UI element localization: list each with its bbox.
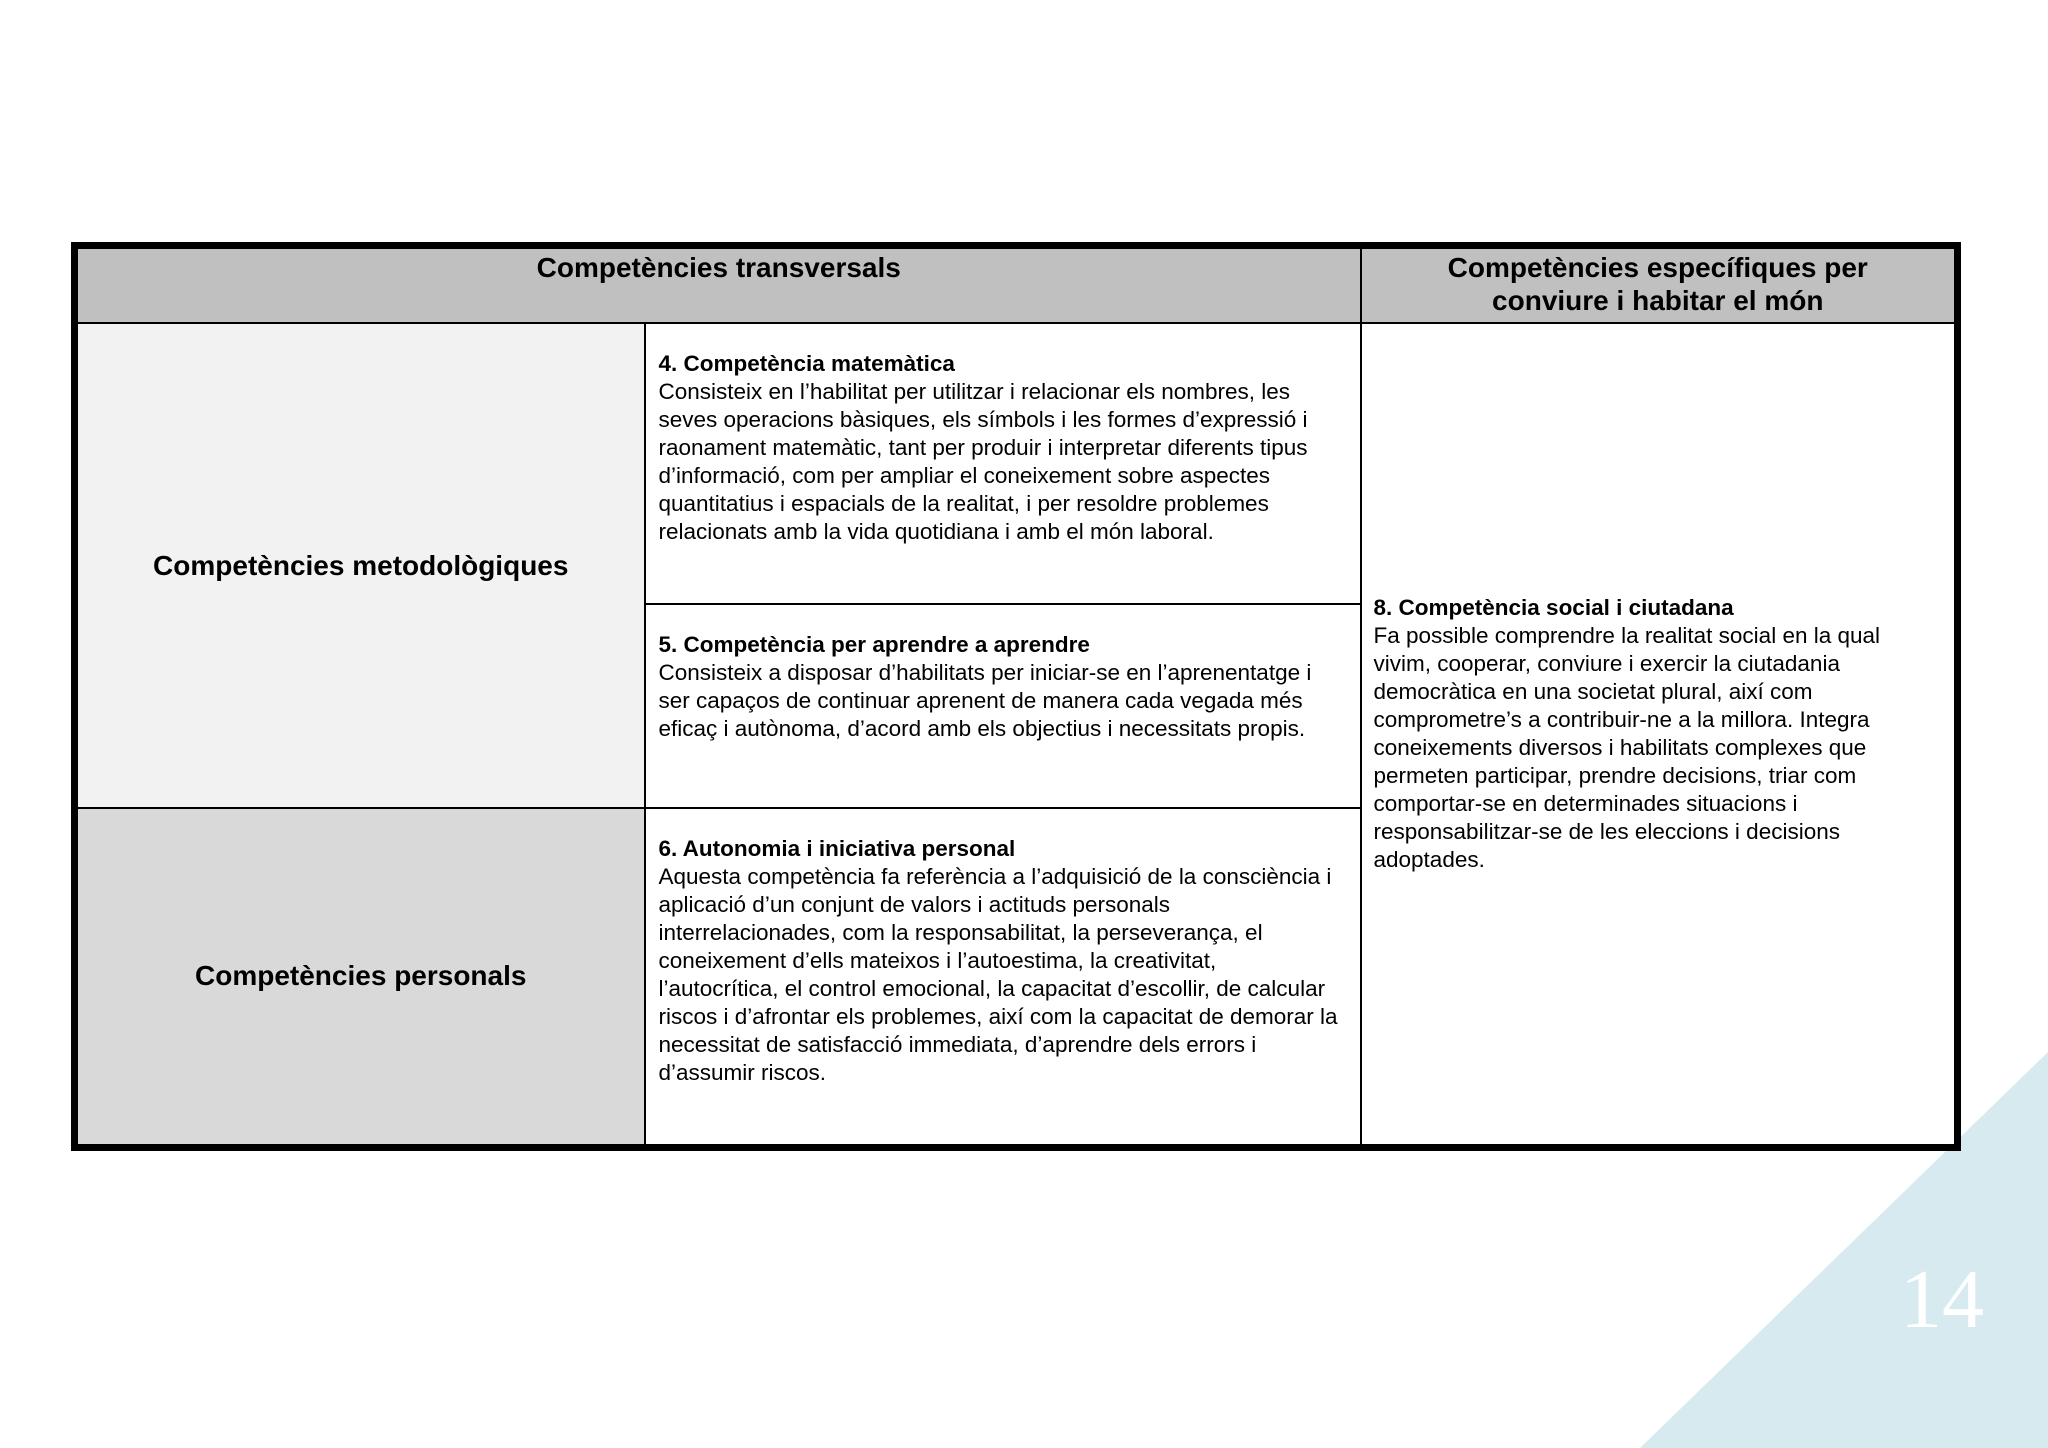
table-row	[75, 323, 1958, 604]
competency-title: 8. Competència social i ciutadana	[1373, 594, 1734, 620]
competency-title: 4. Competència matemàtica	[658, 351, 955, 376]
competency-cell-social	[1361, 323, 1958, 1147]
competency-title: 6. Autonomia i iniciativa personal	[658, 836, 1016, 861]
competency-cell-aprendre	[645, 604, 1361, 808]
competencies-table	[71, 242, 1961, 1151]
category-metodologiques: Competències metodològiques	[75, 323, 645, 808]
competency-title: 5. Competència per aprendre a aprendre	[658, 632, 1090, 657]
competency-cell-autonomia	[645, 808, 1361, 1147]
competency-description: Consisteix a disposar d’habilitats per iniciar-se en l’aprenentatge i ser capaços de continuar aprenent de manera cada vegada més eficaç i autònoma, d’acord amb els objectius i necessitats propis.	[658, 660, 1312, 741]
competency-description: Aquesta competència fa referència a l’adquisició de la consciència i aplicació d’un conjunt de valors i actituds personals interrelacionades, com la responsabilitat, la perseverança, el coneixement d’ells mateixos i l’autoestima, la creativitat, l’autocrítica, el control emocional, la capacitat d’escollir, de calcular riscos i d’afrontar els problemes, així com la capacitat de demorar la necessitat de satisfacció immediata, d’aprendre dels errors i d’assumir riscos.	[658, 864, 1338, 1085]
page-number: 14	[1900, 1253, 1984, 1346]
competency-description: Fa possible comprendre la realitat social en la qual vivim, cooperar, conviure i exercir la ciutadania democràtica en una societat plural, així com comprometre’s a contribuir-ne a la millora. Integra coneixements diversos i habilitats complexes que permeten participar, prendre decisions, triar com comportar-se en determinades situacions i responsabilitzar-se de les eleccions i decisions adoptades.	[1373, 622, 1881, 872]
header-especifiques: Competències específiques per conviure i habitar el món	[1361, 246, 1958, 324]
category-personals: Competències personals	[75, 808, 645, 1147]
competency-description: Consisteix en l’habilitat per utilitzar i relacionar els nombres, les seves operacions bàsiques, els símbols i les formes d’expressió i raonament matemàtic, tant per produir i interpretar diferents tipus d’informació, com per ampliar el coneixement sobre aspectes quantitatius i espacials de la realitat, i per resoldre problemes relacionats amb la vida quotidiana i amb el món laboral.	[658, 379, 1308, 544]
competency-cell-matematica	[645, 323, 1361, 604]
header-transversals: Competències transversals	[75, 246, 1361, 324]
table-header-row	[75, 246, 1958, 324]
